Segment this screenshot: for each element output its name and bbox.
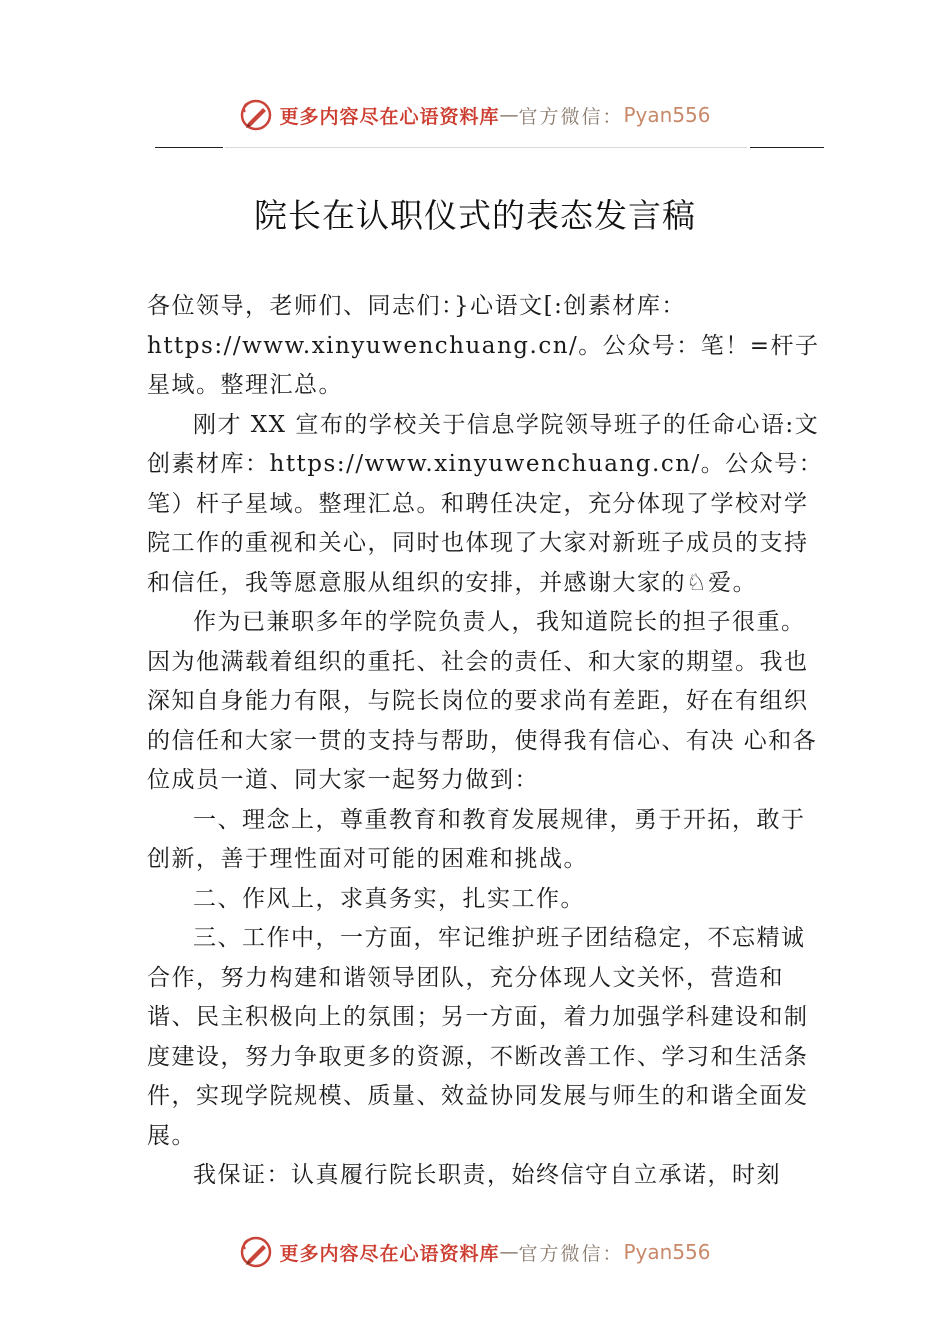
header-rule-left: [155, 147, 223, 148]
banner-wechat-label: 官方微信：: [518, 105, 624, 128]
paragraph: 三、工作中，一方面，牢记维护班子团结稳定，不忘精诚合作，努力构建和谐领导团队，充分体现人文关怀，营造和谐、民主积极向上的氛围；另一方面，着力加强学科建设和制度建设，努力争取更多的资源，不断改善工作、学习和生活条件，实现学院规模、质量、效益协同发展与师生的和谐全面发展。: [147, 925, 809, 1149]
banner-wechat-handle: Pyan556: [623, 103, 711, 127]
paragraph: 我保证：认真履行院长职责，始终信守自立承诺，时刻: [193, 1162, 781, 1188]
paragraph: 刚才 XX 宣布的学校关于信息学院领导班子的任命心语:文创素材库：https://www.xinyuwenchuang.cn/。公众号：笔）杆子星域。整理汇总。和聘任决定，充分体现了学校对学院工作的重视和关心，同时也体现了大家对新班子成员的支持和信任，我等愿意服从组织的安排，并感谢大家的♘爱。: [147, 411, 824, 596]
banner-wechat-label: 官方微信：: [518, 1242, 624, 1265]
greeting-paragraph: 各位领导，老师们、同志们：}心语文[:创素材库：https://www.xinyuwenchuang.cn/。公众号：笔！=杆子星域。整理汇总。: [147, 293, 820, 398]
footer-banner: [0, 1227, 950, 1277]
banner-slogan: 更多内容尽在心语资料库: [279, 105, 500, 128]
banner-slogan: 更多内容尽在心语资料库: [279, 1242, 500, 1265]
banner-separator: —: [499, 1241, 519, 1263]
document-body: [147, 287, 827, 1196]
document-title: 院长在认职仪式的表态发言稿: [254, 196, 696, 235]
paragraph: 作为已兼职多年的学院负责人，我知道院长的担子很重。因为他满载着组织的重托、社会的责任、和大家的期望。我也深知自身能力有限，与院长岗位的要求尚有差距，好在有组织的信任和大家一贯的支持与帮助，使得我有信心、有决 心和各位成员一道、同大家一起努力做到：: [147, 609, 818, 793]
paragraph: 一、理念上，尊重教育和教育发展规律，勇于开拓，敢于创新，善于理性面对可能的困难和挑战。: [147, 806, 806, 872]
paragraph: 二、作风上，求真务实，扎实工作。: [193, 885, 585, 912]
banner-wechat-handle: Pyan556: [623, 1240, 711, 1264]
header-rule-right: [750, 147, 824, 148]
header-banner: [0, 90, 950, 140]
pen-logo-icon: [239, 1235, 273, 1269]
pen-logo-icon: [239, 98, 273, 132]
banner-separator: —: [499, 104, 519, 126]
header-rule-middle: [225, 147, 747, 148]
